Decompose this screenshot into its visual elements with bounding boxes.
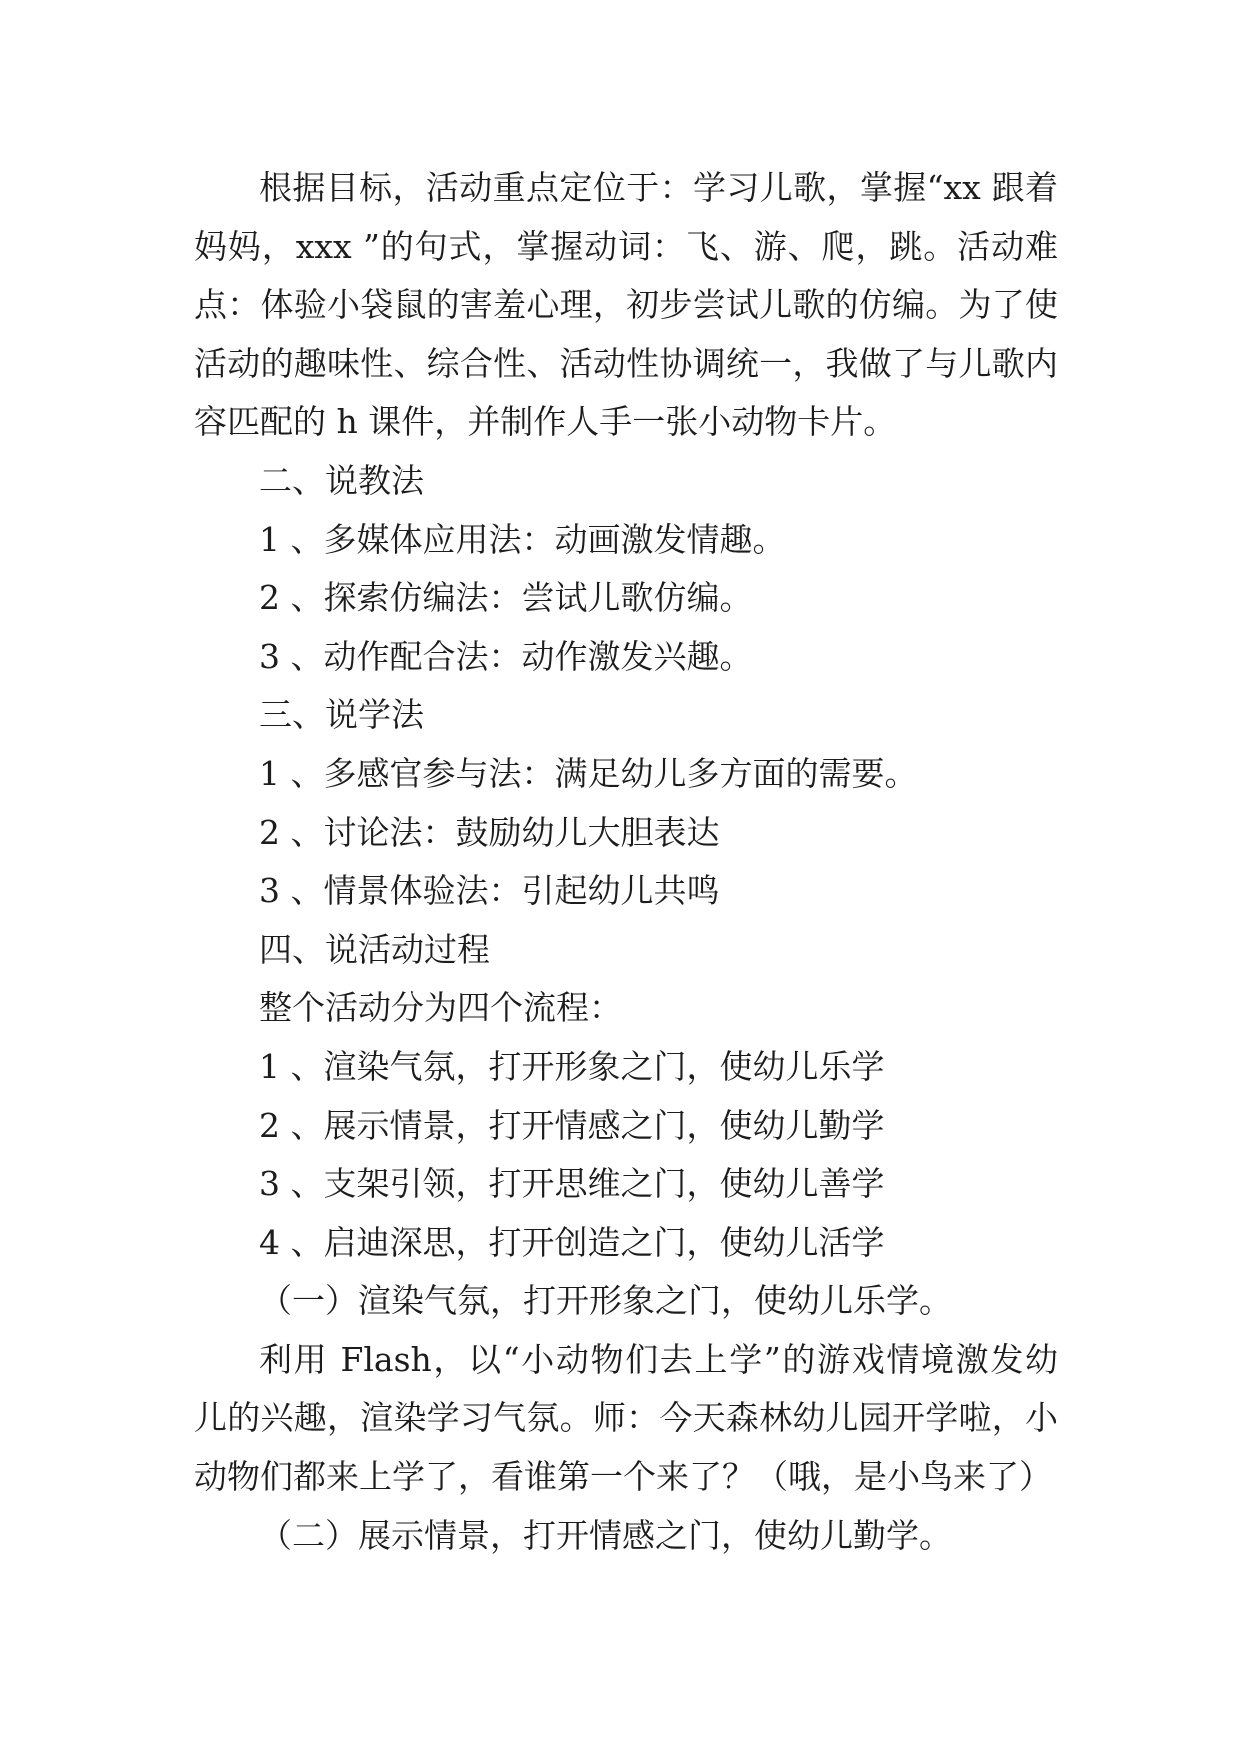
document-body — [194, 159, 1058, 1565]
section-heading-activity-process: 四、说活动过程 — [259, 929, 490, 969]
paragraph-line: 容匹配的 h 课件，并制作人手一张小动物卡片。 — [194, 402, 897, 442]
list-item: 4 、启迪深思，打开创造之门，使幼儿活学 — [259, 1222, 885, 1262]
paragraph-line: 妈妈，xxx ”的句式，掌握动词：飞、游、爬，跳。活动难 — [194, 226, 1058, 266]
paragraph-line: 根据目标，活动重点定位于：学习儿歌，掌握“xx 跟着 — [259, 168, 1058, 207]
list-item: 1 、多感官参与法：满足幼儿多方面的需要。 — [259, 753, 918, 793]
list-item: 1 、多媒体应用法：动画激发情趣。 — [259, 519, 786, 559]
list-item: 2 、讨论法：鼓励幼儿大胆表达 — [259, 812, 720, 852]
paragraph-line: 点：体验小袋鼠的害羞心理，初步尝试儿歌的仿编。为了使 — [194, 285, 1058, 325]
list-item: 2 、展示情景，打开情感之门，使幼儿勤学 — [259, 1105, 885, 1145]
subsection-heading-1: （一）渲染气氛，打开形象之门，使幼儿乐学。 — [259, 1281, 952, 1321]
list-item: 3 、支架引领，打开思维之门，使幼儿善学 — [259, 1164, 885, 1204]
paragraph-line: 儿的兴趣，渲染学习气氛。师：今天森林幼儿园开学啦，小 — [194, 1398, 1058, 1438]
list-item: 2 、探索仿编法：尝试儿歌仿编。 — [259, 578, 753, 618]
list-item: 3 、动作配合法：动作激发兴趣。 — [259, 636, 753, 676]
section-heading-teaching-methods: 二、说教法 — [259, 460, 424, 500]
list-item: 3 、情景体验法：引起幼儿共鸣 — [259, 871, 720, 911]
list-item: 1 、渲染气氛，打开形象之门，使幼儿乐学 — [259, 1046, 885, 1086]
paragraph-line: 活动的趣味性、综合性、活动性协调统一，我做了与儿歌内 — [194, 343, 1058, 383]
subsection-heading-2: （二）展示情景，打开情感之门，使幼儿勤学。 — [259, 1515, 952, 1555]
paragraph-line: 动物们都来上学了，看谁第一个来了？（哦，是小鸟来了） — [194, 1457, 1052, 1497]
activity-intro: 整个活动分为四个流程： — [259, 988, 622, 1028]
section-heading-learning-methods: 三、说学法 — [259, 695, 424, 735]
paragraph-line: 利用 Flash，以“小动物们去上学”的游戏情境激发幼 — [259, 1339, 1058, 1379]
